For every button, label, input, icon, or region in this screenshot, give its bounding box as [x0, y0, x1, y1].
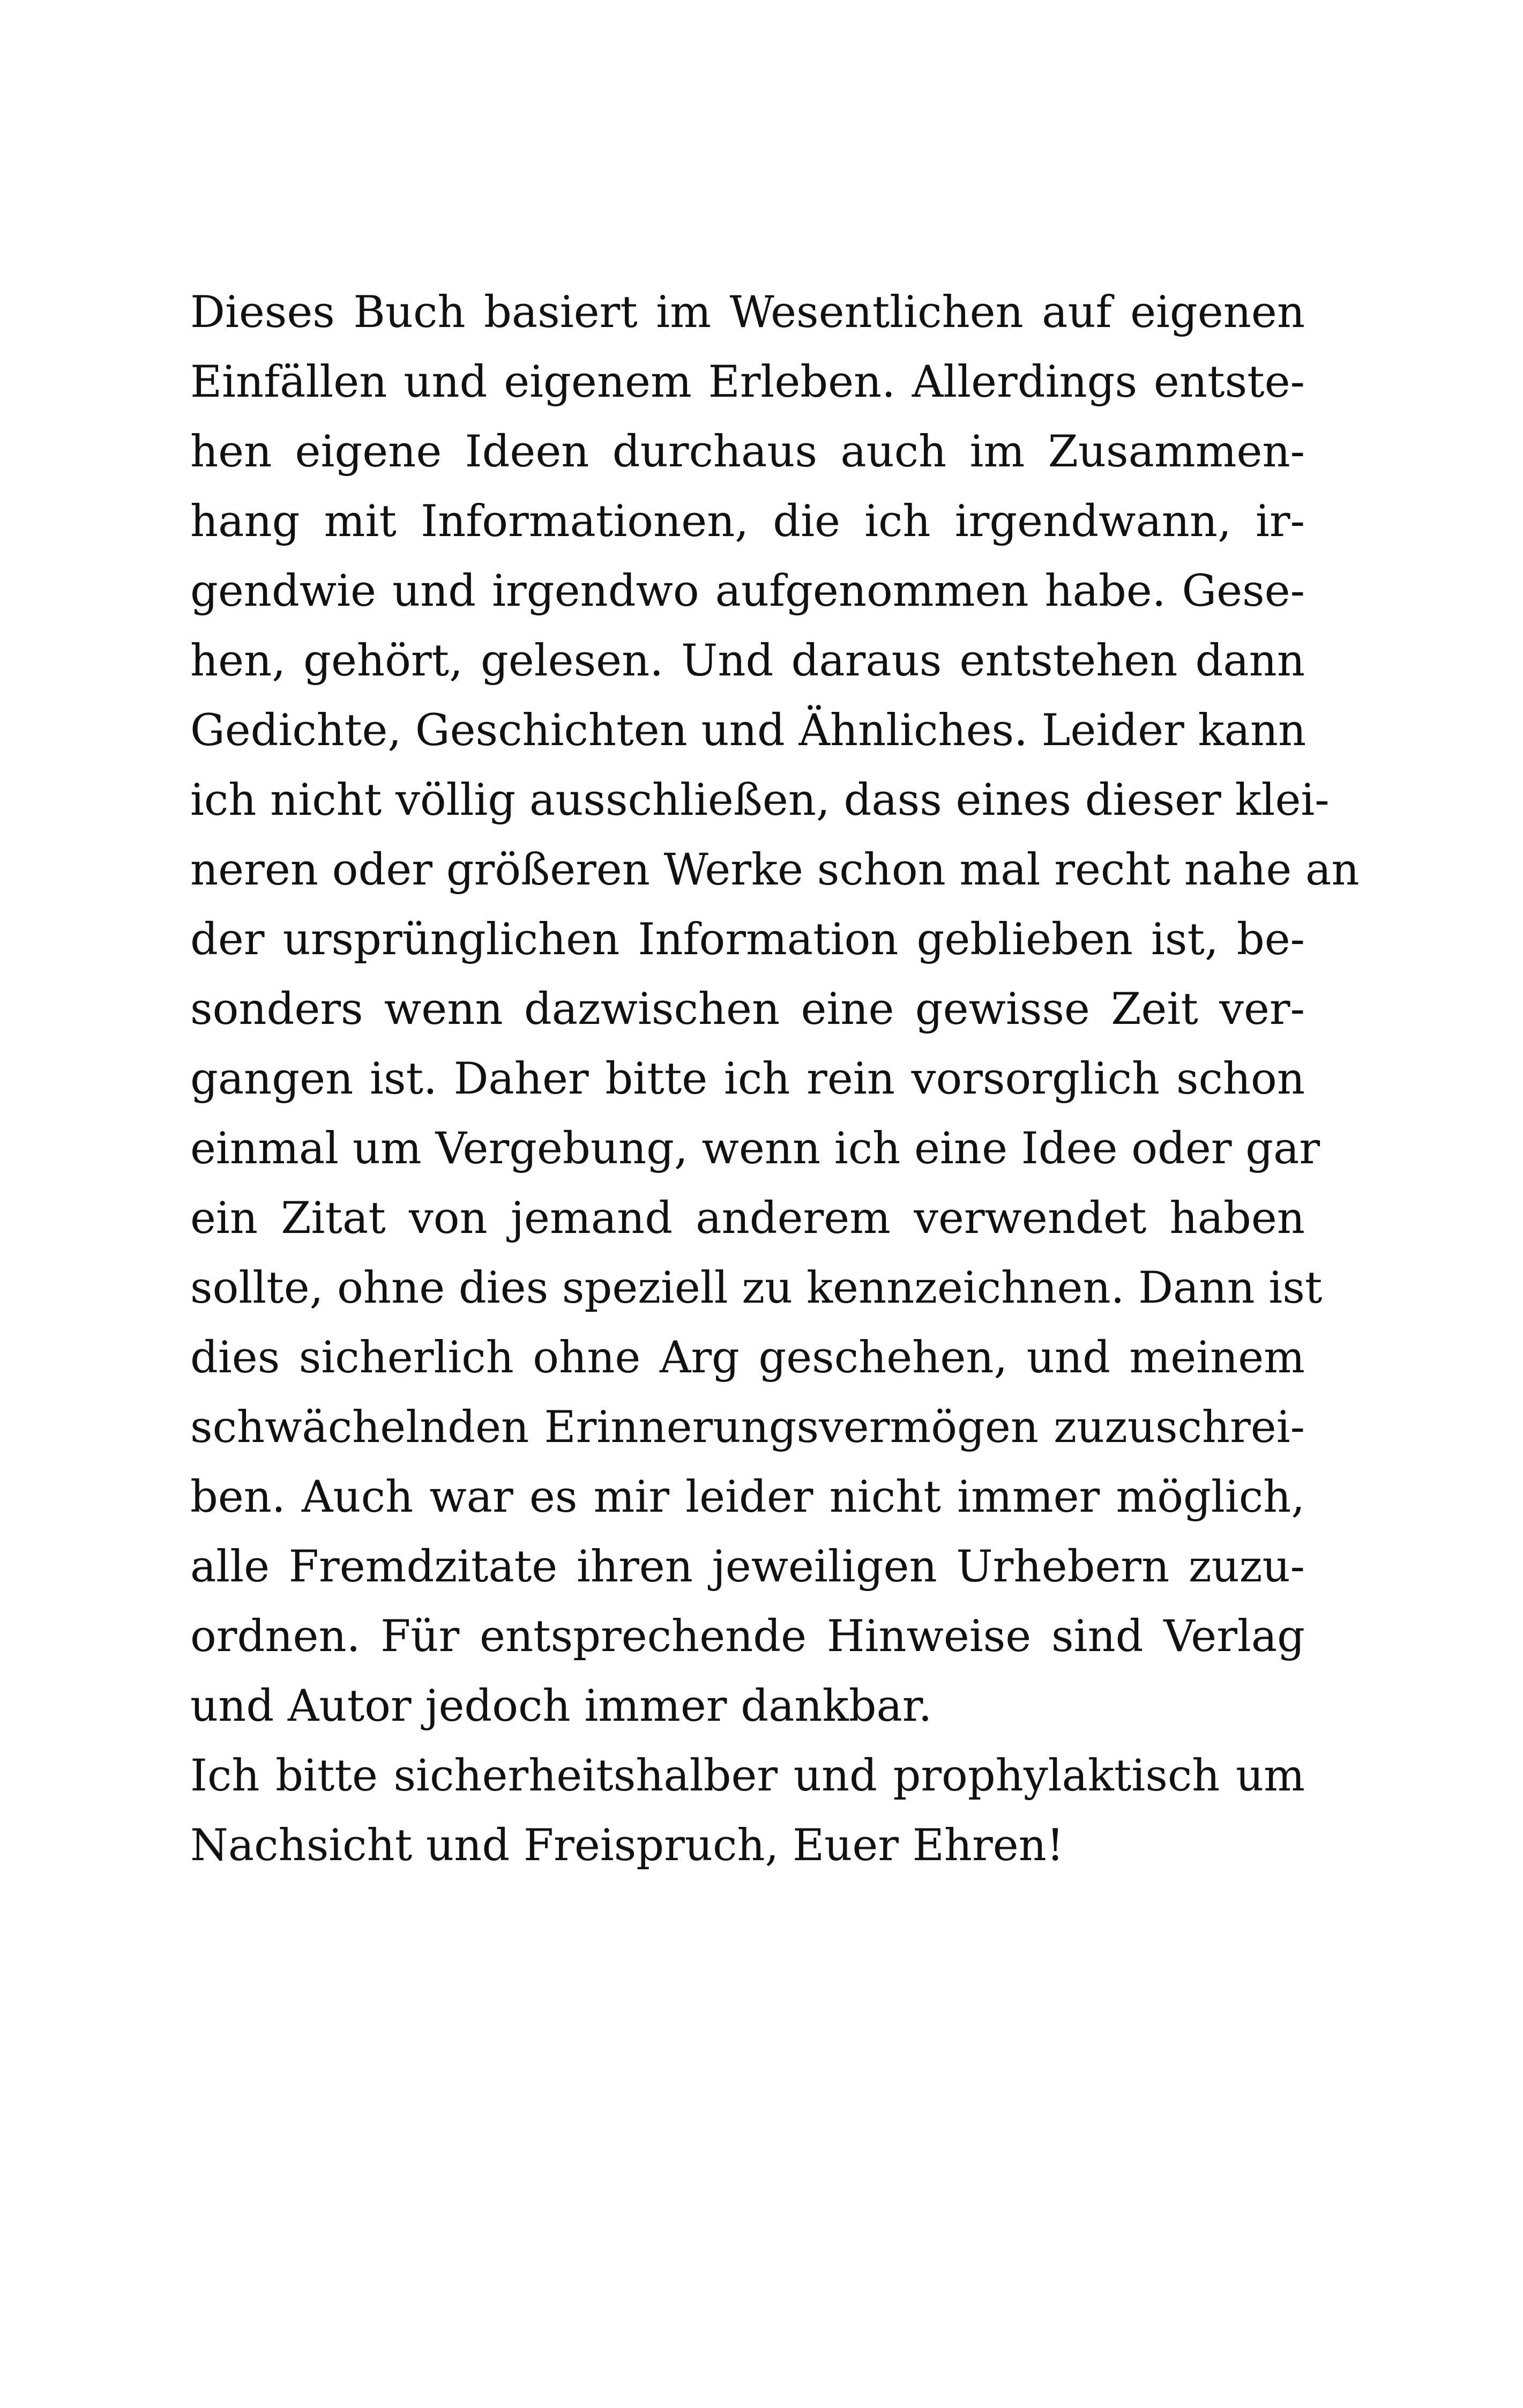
text-line: sonders wenn dazwischen eine gewisse Zeit ver-: [190, 984, 1305, 1035]
text-line: Dieses Buch basiert im Wesentlichen auf eigenen: [190, 287, 1305, 338]
text-line: Gedichte, Geschichten und Ähnliches. Leider kann: [190, 705, 1307, 756]
text-line: hang mit Informationen, die ich irgendwann, ir-: [190, 496, 1305, 547]
text-line: gangen ist. Daher bitte ich rein vorsorglich schon: [190, 1054, 1305, 1104]
text-line: dies sicherlich ohne Arg geschehen, und meinem: [190, 1333, 1305, 1383]
text-line: sollte, ohne dies speziell zu kennzeichnen. Dann ist: [190, 1263, 1323, 1313]
text-line: schwächelnden Erinnerungsvermögen zuzuschrei-: [190, 1402, 1305, 1453]
text-line: ben. Auch war es mir leider nicht immer möglich,: [190, 1472, 1305, 1522]
body-text: [190, 278, 1360, 1881]
text-line: der ursprünglichen Information geblieben ist, be-: [190, 915, 1305, 965]
text-line: alle Fremdzitate ihren jeweiligen Urhebern zuzu-: [190, 1542, 1305, 1592]
text-line: Einfällen und eigenem Erleben. Allerdings entste-: [190, 357, 1305, 407]
text-line: hen eigene Ideen durchaus auch im Zusammen-: [190, 427, 1305, 477]
text-line: Nachsicht und Freispruch, Euer Ehren!: [190, 1820, 1064, 1871]
text-line: und Autor jedoch immer dankbar.: [190, 1681, 932, 1731]
paragraph-closing: [190, 1741, 1305, 1881]
text-line: ich nicht völlig ausschließen, dass eines dieser klei-: [190, 775, 1330, 826]
text-line: gendwie und irgendwo aufgenommen habe. Gese-: [190, 566, 1305, 616]
text-line: ein Zitat von jemand anderem verwendet haben: [190, 1193, 1305, 1244]
text-line: Ich bitte sicherheitshalber und prophylaktisch um: [190, 1751, 1305, 1801]
text-line: ordnen. Für entsprechende Hinweise sind Verlag: [190, 1611, 1305, 1662]
text-line: einmal um Vergebung, wenn ich eine Idee oder gar: [190, 1124, 1320, 1174]
paragraph-disclaimer: [190, 278, 1360, 1741]
text-line: hen, gehört, gelesen. Und daraus entstehen dann: [190, 636, 1305, 686]
text-line: neren oder größeren Werke schon mal recht nahe an: [190, 845, 1360, 895]
